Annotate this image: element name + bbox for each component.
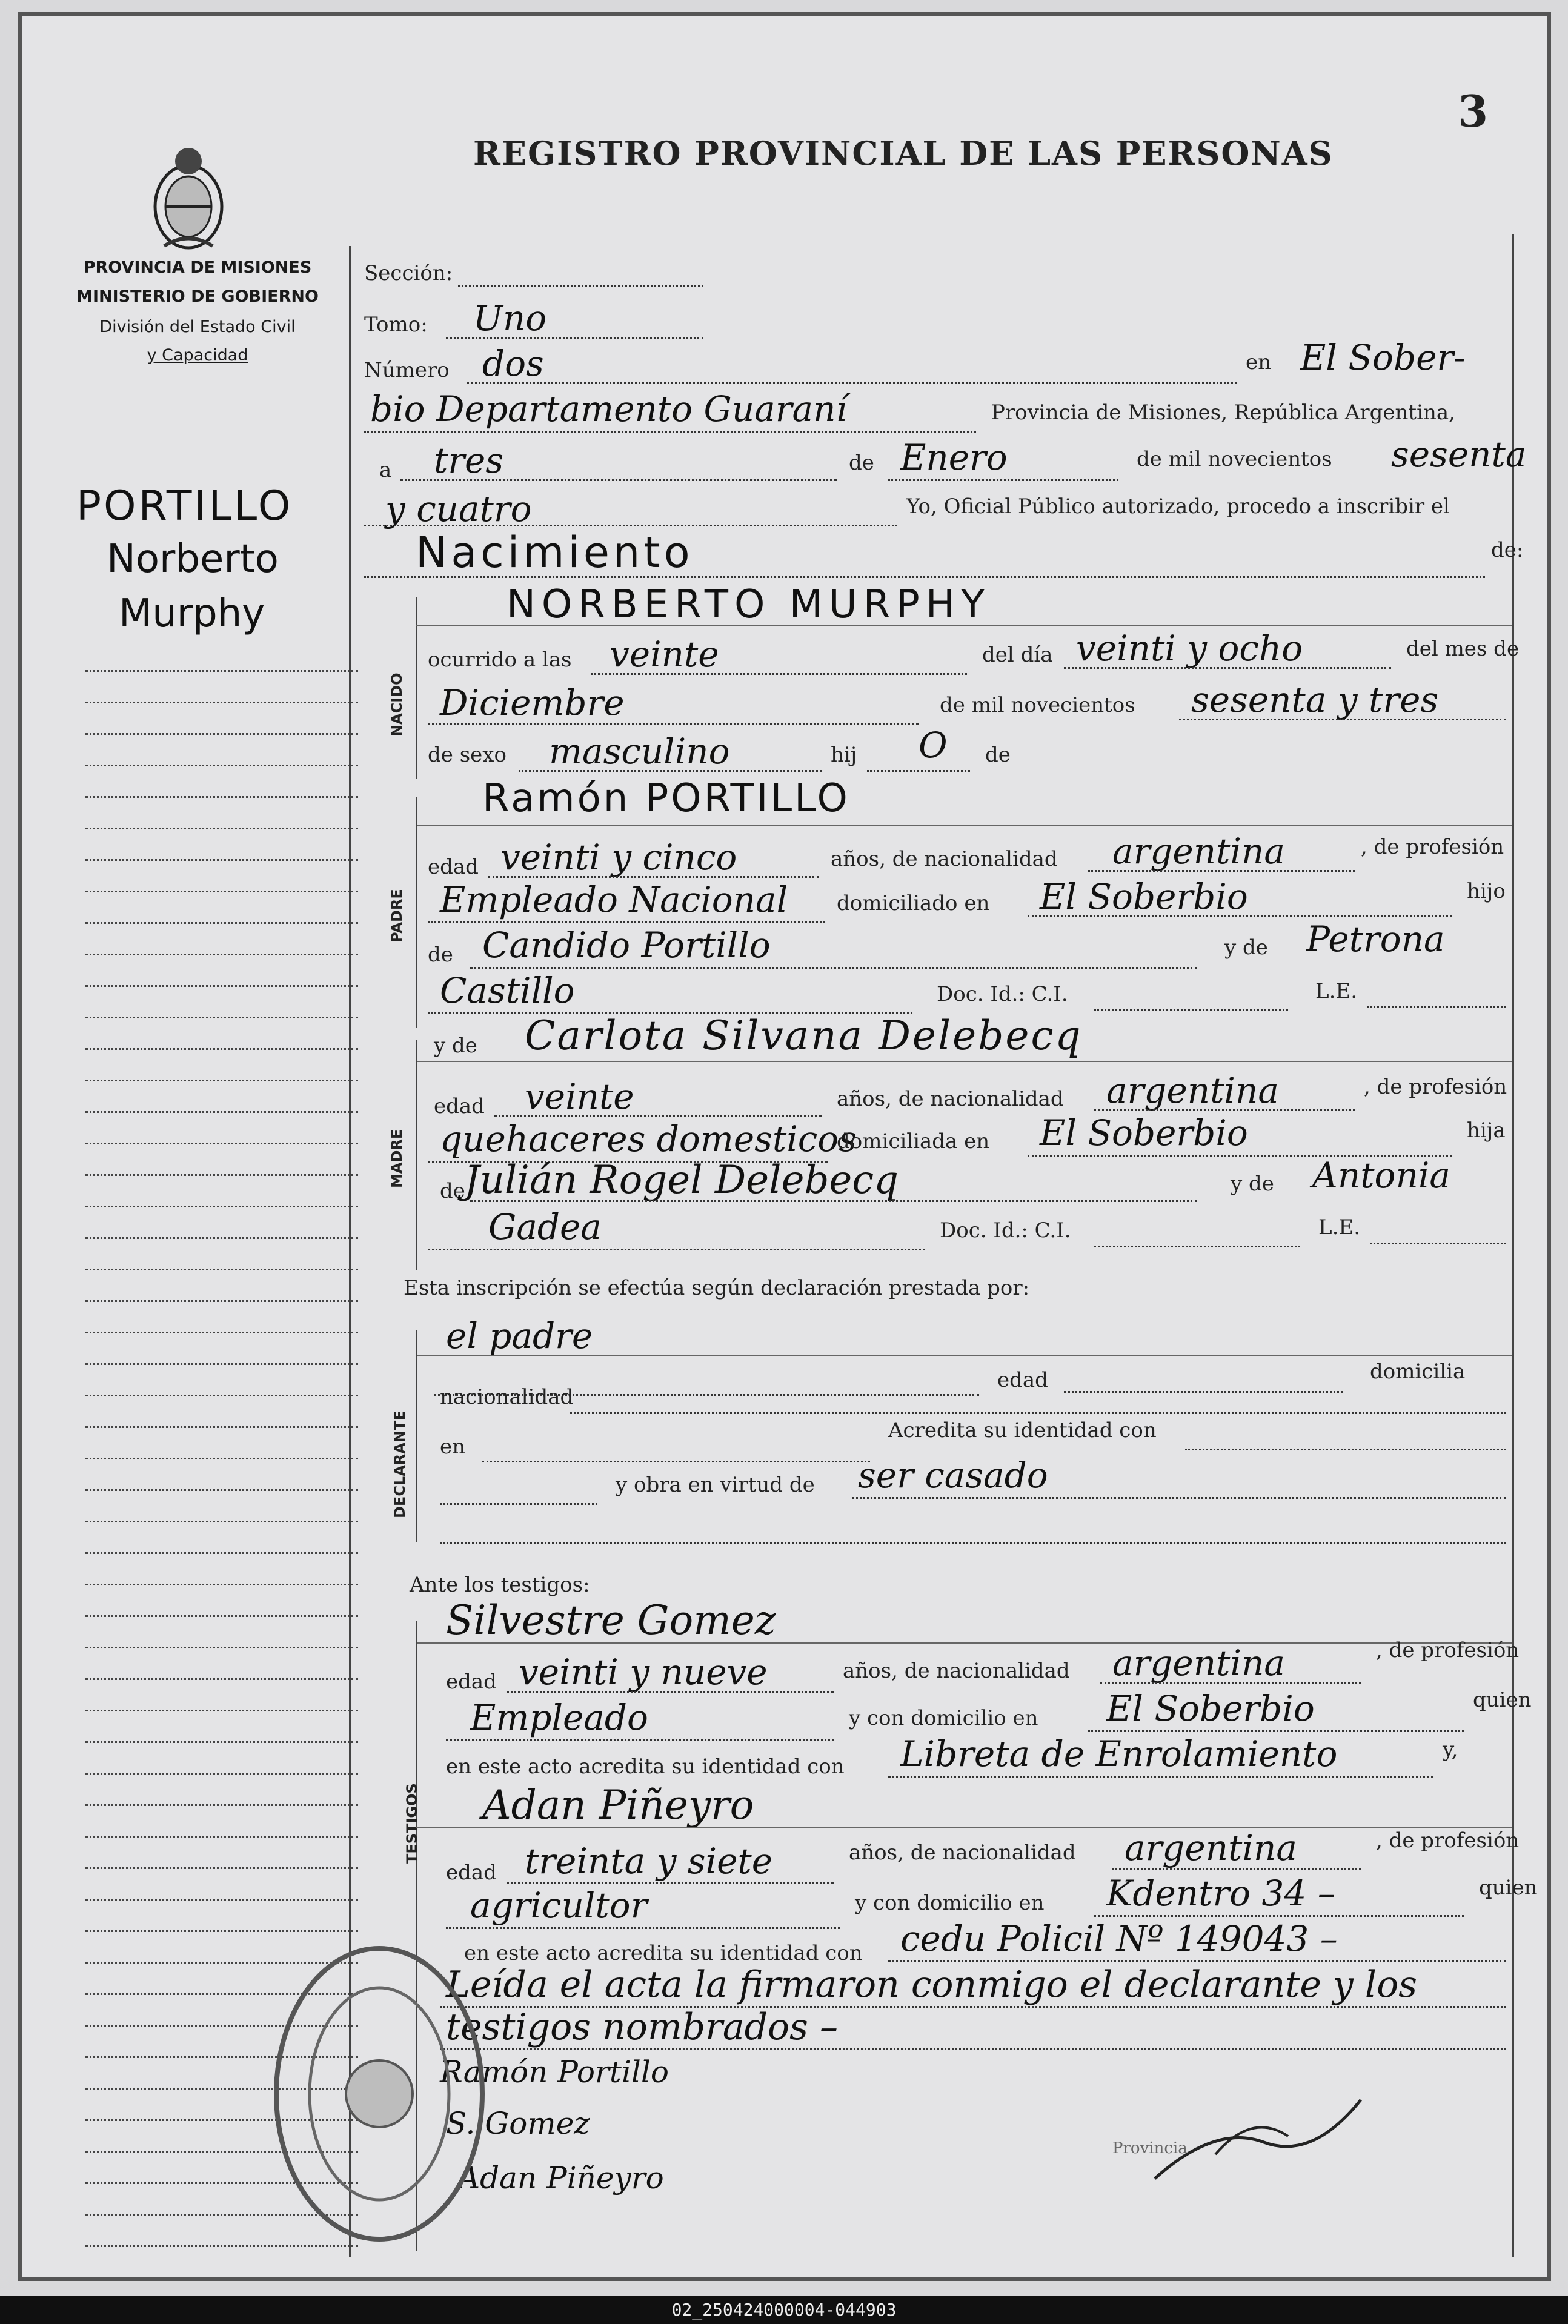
seccion-label: Sección: (364, 261, 453, 285)
margin-ruled-line (85, 796, 358, 798)
tomo-label: Tomo: (364, 313, 428, 337)
acto-line (364, 576, 1485, 578)
anio-line (364, 525, 897, 526)
page-number: 3 (1458, 85, 1489, 137)
margin-ruled-line (85, 1111, 358, 1113)
declarante-value: el padre (446, 1315, 593, 1356)
padre-side-label: PADRE (388, 889, 405, 943)
madre-nacionalidad: argentina (1106, 1070, 1279, 1111)
lugar-value-1: El Sober- (1300, 337, 1466, 378)
margin-ruled-line (85, 1332, 358, 1333)
margin-ruled-line (85, 1773, 358, 1775)
margin-ruled-line (85, 765, 358, 766)
de-mil-2-label: de mil novecientos (940, 693, 1135, 717)
margin-ruled-line (85, 1930, 358, 1932)
dia-nac-line (1064, 667, 1391, 669)
sexo-value: masculino (549, 731, 730, 772)
padre-madre-2: Castillo (440, 970, 575, 1011)
nacido-nombre: NORBERTO MURPHY (507, 582, 991, 627)
declarante-acredita-line (1185, 1449, 1506, 1450)
lugar-line (364, 431, 976, 433)
margin-ruled-line (85, 1836, 358, 1838)
madre-doc-label: Doc. Id.: C.I. (940, 1218, 1071, 1243)
testigo1-doc-line (888, 1776, 1433, 1778)
tomo-line (446, 337, 703, 339)
testigo2-dom-label: y con domicilio en (855, 1891, 1045, 1915)
testigo2-edad-line (507, 1882, 834, 1884)
scan-footer-label: 02_250424000004-044903 (0, 2296, 1568, 2324)
margin-ruled-line (85, 891, 358, 892)
margin-ruled-line (85, 1426, 358, 1428)
official-seal-icon (264, 1936, 494, 2251)
padre-nacionalidad: argentina (1112, 831, 1285, 872)
padre-madre-1: Petrona (1306, 918, 1445, 960)
testigo2-edad: treinta y siete (525, 1841, 773, 1882)
mes-line (888, 479, 1118, 481)
numero-value: dos (482, 343, 544, 384)
yo-label: Yo, Oficial Público autorizado, procedo a inscribir el (906, 494, 1450, 519)
testigo2-nacionalidad: argentina (1125, 1827, 1297, 1868)
margin-ruled-line (85, 1300, 358, 1302)
testigo1-documento: Libreta de Enrolamiento (900, 1733, 1338, 1775)
dia-nac-value: veinti y ocho (1076, 628, 1303, 669)
testigo2-prof-line (446, 1927, 840, 1929)
a-label: a (379, 458, 392, 482)
mes-value: Enero (900, 437, 1008, 478)
page-title: REGISTRO PROVINCIAL DE LAS PERSONAS (473, 134, 1334, 173)
padre-le-line (1367, 1006, 1506, 1008)
declarante-edad-line (1064, 1391, 1343, 1393)
de-label: de (849, 451, 874, 475)
coat-of-arms-icon (146, 134, 231, 255)
hora-value: veinte (610, 634, 719, 675)
hijo-suffix-value: O (919, 725, 948, 766)
madre-padre-line (470, 1200, 1197, 1202)
testigo1-edad-label: edad (446, 1670, 497, 1694)
madre-edad-value: veinte (525, 1076, 634, 1117)
testigo1-dom-line (1088, 1730, 1464, 1732)
cierre-linea-1: Leída el acta la firmaron conmigo el declarante y los (446, 1964, 1417, 2006)
del-dia-label: del día (982, 643, 1053, 667)
margin-ruled-line (85, 1269, 358, 1270)
mes-nac-line (428, 723, 919, 725)
en-label: en (1246, 350, 1272, 374)
ocurrido-label: ocurrido a las (428, 648, 572, 672)
hij-label: hij (831, 743, 857, 767)
acto-value: Nacimiento (416, 528, 694, 577)
margin-ruled-line (85, 1521, 358, 1522)
margin-ruled-line (85, 702, 358, 703)
madre-yde-2-label: y de (1231, 1172, 1274, 1196)
anio-value-2: y cuatro (385, 488, 532, 530)
testigo1-edad: veinti y nueve (519, 1652, 768, 1693)
padre-domicilio: El Soberbio (1040, 876, 1248, 917)
testigo2-profesion: agricultor (470, 1885, 648, 1926)
margin-ruled-line (85, 1615, 358, 1617)
dia-line (400, 479, 837, 481)
madre-bracket (416, 1040, 417, 1270)
declarante-blank-line (440, 1542, 1506, 1544)
testigo1-dom-label: y con domicilio en (849, 1706, 1038, 1730)
padre-padre-line (470, 967, 1197, 969)
padre-edad-value: veinti y cinco (500, 837, 737, 878)
declarante-obra-value: ser casado (858, 1455, 1048, 1496)
madre-nombre: Carlota Silvana Delebecq (525, 1012, 1083, 1059)
provincia-label: Provincia de Misiones, República Argentina, (991, 400, 1455, 425)
tomo-value: Uno (473, 297, 547, 339)
main-right-rule (1512, 234, 1514, 2257)
de-mil-label: de mil novecientos (1137, 447, 1332, 471)
testigo1-nombre: Silvestre Gomez (446, 1597, 776, 1644)
margin-ruled-line (85, 1489, 358, 1491)
de-colon-label: de: (1491, 538, 1524, 562)
anio-value-1: sesenta (1391, 434, 1527, 475)
madre-yde-label: y de (434, 1034, 477, 1058)
padre-doc-label: Doc. Id.: C.I. (937, 982, 1068, 1006)
padre-dom-label: domiciliado en (837, 891, 990, 915)
margin-ruled-line (85, 1647, 358, 1648)
margin-ruled-line (85, 922, 358, 924)
testigo1-nacionalidad: argentina (1112, 1642, 1285, 1684)
testigo2-nac-label: años, de nacionalidad (849, 1841, 1076, 1865)
declarante-obra-pre-line (440, 1503, 597, 1505)
testigos-label: Ante los testigos: (410, 1573, 590, 1597)
testigo2-acredita-label: en este acto acredita su identidad con (464, 1941, 863, 1965)
mes-nac-value: Diciembre (440, 682, 625, 723)
declarante-en-label: en (440, 1435, 466, 1459)
de-sexo-label: de sexo (428, 743, 507, 767)
padre-prof-label: , de profesión (1361, 835, 1504, 859)
madre-padre: Julián Rogel Delebecq (464, 1158, 899, 1203)
testigo2-domicilio: Kdentro 34 – (1106, 1873, 1335, 1914)
firma-testigo2: Adan Piñeyro (458, 2160, 664, 2196)
madre-profesion: quehaceres domesticos (440, 1118, 857, 1160)
margin-ruled-line (85, 1741, 358, 1743)
declarante-bracket (416, 1330, 417, 1542)
padre-de-label: de (428, 943, 453, 967)
province-label: PROVINCIA DE MISIONES (83, 258, 312, 277)
hora-line (591, 673, 967, 675)
register-sheet (18, 12, 1551, 2281)
testigo2-doc-line (888, 1960, 1506, 1962)
del-mes-label: del mes de (1406, 637, 1520, 661)
padre-profesion: Empleado Nacional (440, 879, 788, 920)
testigo2-name-line (416, 1827, 1512, 1828)
margin-ruled-line (85, 1867, 358, 1869)
padre-name-line (416, 825, 1512, 826)
madre-nac-label: años, de nacionalidad (837, 1087, 1064, 1111)
margin-ruled-line (85, 1048, 358, 1050)
seccion-line (458, 285, 703, 287)
cierre-line-2 (440, 2048, 1506, 2050)
lugar-value-2: bio Departamento Guaraní (370, 388, 847, 430)
margin-ruled-line (85, 954, 358, 955)
testigo1-name-line (416, 1642, 1512, 1644)
testigos-side-label: TESTIGOS (404, 1783, 420, 1864)
nacido-name-line (416, 625, 1512, 626)
padre-doc-line (1094, 1009, 1288, 1011)
margin-ruled-line (85, 1899, 358, 1901)
margin-ruled-line (85, 985, 358, 987)
padre-nombre: Ramón PORTILLO (482, 776, 850, 821)
padre-nac-label: años, de nacionalidad (831, 847, 1058, 871)
margin-ruled-line (85, 859, 358, 861)
padre-dom-line (1028, 915, 1452, 917)
declarante-obra-line (852, 1497, 1506, 1499)
declarante-en-line (482, 1461, 870, 1462)
madre-madre-2: Gadea (488, 1206, 602, 1247)
margin-ruled-line (85, 1678, 358, 1680)
declarante-nac-label: nacionalidad (440, 1385, 574, 1409)
padre-prof-line (428, 921, 825, 923)
testigo1-acredita-label: en este acto acredita su identidad con (446, 1755, 845, 1779)
division-label: División del Estado Civil (99, 317, 296, 336)
declarante-domicilia-label: domicilia (1370, 1360, 1466, 1384)
division-label-2: y Capacidad (147, 346, 248, 365)
declarante-name-line (416, 1355, 1512, 1356)
margin-ruled-line (85, 1552, 358, 1554)
testigo2-documento: cedu Policil Nº 149043 – (900, 1918, 1338, 1959)
madre-edad-label: edad (434, 1094, 485, 1118)
anio-nac-value: sesenta y tres (1191, 679, 1439, 720)
anio-nac-line (1179, 719, 1506, 720)
padre-bracket (416, 797, 417, 1028)
oficial-stamp-text: Provincia (1112, 2139, 1188, 2157)
madre-le-label: L.E. (1318, 1215, 1361, 1240)
declarante-obra-label: y obra en virtud de (616, 1473, 815, 1497)
testigo1-nac-label: años, de nacionalidad (843, 1659, 1070, 1683)
testigo2-nombre: Adan Piñeyro (482, 1782, 754, 1828)
testigo2-prof-label: , de profesión (1376, 1828, 1520, 1853)
testigo1-quien-label: quien (1473, 1688, 1532, 1712)
sexo-line (519, 770, 822, 772)
madre-edad-line (494, 1115, 822, 1117)
testigo2-quien-label: quien (1479, 1876, 1538, 1900)
margin-ruled-line (85, 733, 358, 735)
declarante-acredita-label: Acredita su identidad con (888, 1418, 1157, 1443)
cierre-linea-2: testigos nombrados – (446, 2006, 839, 2048)
hij-line (867, 770, 970, 772)
testigo2-edad-label: edad (446, 1861, 497, 1885)
padre-yde-label: y de (1224, 935, 1268, 960)
margin-ruled-line (85, 1395, 358, 1396)
margin-middle-name: Murphy (119, 591, 265, 636)
madre-madre-line (428, 1249, 925, 1250)
testigo1-y-label: y, (1443, 1738, 1458, 1762)
margin-ruled-line (85, 1237, 358, 1239)
margin-ruled-line (85, 1584, 358, 1585)
oficial-signature-icon (1143, 2088, 1373, 2191)
margin-ruled-line (85, 1710, 358, 1711)
testigo2-nac-line (1112, 1868, 1361, 1870)
testigo1-nac-line (1100, 1682, 1361, 1684)
numero-label: Número (364, 358, 450, 382)
margin-ruled-line (85, 1080, 358, 1081)
margin-given-name: Norberto (107, 537, 279, 582)
declaracion-label: Esta inscripción se efectúa según declaración prestada por: (404, 1276, 1030, 1300)
madre-madre-1: Antonia (1312, 1155, 1450, 1196)
madre-doc-line (1094, 1246, 1300, 1247)
declarante-edad-label: edad (997, 1368, 1048, 1392)
dia-value: tres (434, 440, 504, 481)
testigo1-prof-line (446, 1739, 834, 1741)
margin-ruled-line (85, 828, 358, 829)
declarante-nac-line (570, 1412, 1506, 1414)
ministry-label: MINISTERIO DE GOBIERNO (76, 287, 319, 306)
madre-de-label: de (440, 1179, 465, 1203)
margin-ruled-line (85, 1143, 358, 1144)
madre-dom-label: domiciliada en (837, 1129, 990, 1154)
padre-padre: Candido Portillo (482, 925, 771, 966)
madre-prof-label: , de profesión (1364, 1075, 1507, 1099)
margin-ruled-line (85, 1804, 358, 1806)
margin-ruled-line (85, 670, 358, 672)
padre-nac-line (1088, 870, 1355, 872)
padre-hijo-label: hijo (1467, 879, 1506, 903)
madre-name-line (416, 1061, 1512, 1062)
margin-surname: PORTILLO (76, 482, 293, 530)
padre-edad-line (488, 876, 819, 878)
testigo1-prof-label: , de profesión (1376, 1638, 1520, 1662)
madre-nac-line (1094, 1109, 1355, 1111)
padre-le-label: L.E. (1315, 979, 1358, 1003)
nacido-side-label: NACIDO (388, 672, 405, 737)
numero-line (467, 382, 1237, 384)
margin-ruled-line (85, 1363, 358, 1365)
declarante-side-label: DECLARANTE (391, 1410, 408, 1518)
testigo1-edad-line (507, 1691, 834, 1693)
margin-ruled-line (85, 1458, 358, 1459)
madre-side-label: MADRE (388, 1129, 405, 1188)
de-label-2: de (985, 743, 1011, 767)
testigo1-profesion: Empleado (470, 1697, 648, 1738)
margin-ruled-line (85, 1206, 358, 1207)
margin-ruled-line (85, 1174, 358, 1176)
padre-edad-label: edad (428, 855, 479, 879)
madre-domicilio: El Soberbio (1040, 1112, 1248, 1154)
madre-hija-label: hija (1467, 1118, 1506, 1143)
testigo2-dom-line (1094, 1915, 1464, 1917)
margin-ruled-line (85, 1017, 358, 1018)
madre-le-line (1370, 1243, 1506, 1244)
firma-testigo1: S. Gomez (446, 2106, 590, 2141)
firma-padre: Ramón Portillo (440, 2054, 669, 2090)
testigo1-domicilio: El Soberbio (1106, 1688, 1315, 1729)
